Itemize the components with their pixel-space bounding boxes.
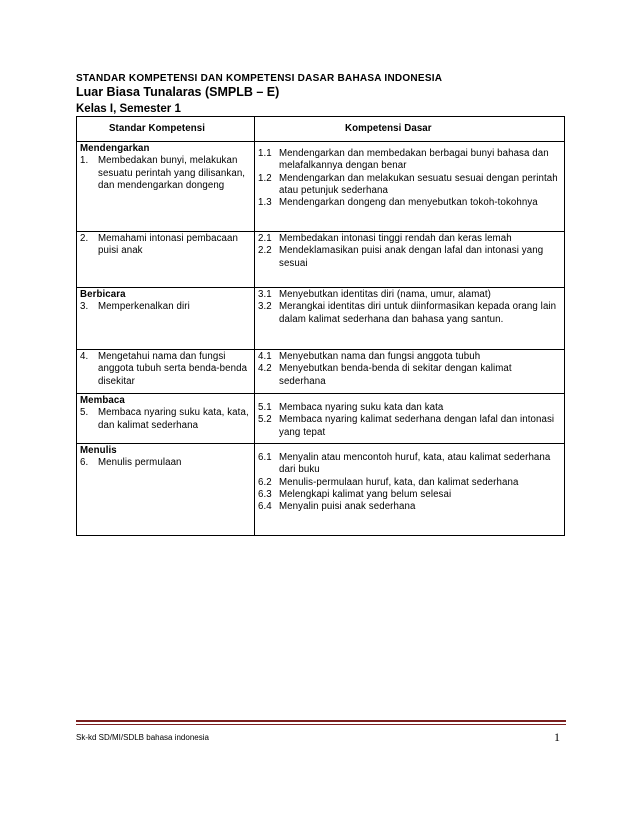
kd-item: 1.1 Mendengarkan dan membedakan berbagai bunyi bahasa dan melafalkannya dengan benar [258, 148, 549, 172]
document-title: STANDAR KOMPETENSI DAN KOMPETENSI DASAR BAHASA INDONESIA [76, 73, 443, 84]
sk-item: 6. Menulis permulaan [80, 457, 182, 469]
kd-item: 2.2 Mendeklamasikan puisi anak dengan lafal dan intonasi yang sesuai [258, 245, 544, 269]
kd-item: 1.3 Mendengarkan dongeng dan menyebutkan tokoh-tokohnya [258, 197, 538, 209]
kd-item: 6.1 Menyalin atau mencontoh huruf, kata, atau kalimat sederhana dari buku [258, 452, 551, 476]
school-type: Luar Biasa Tunalaras (SMPLB – E) [76, 85, 280, 99]
kd-item: 3.2 Merangkai identitas diri untuk diinformasikan kepada orang lain dalam kalimat sederhana dan bahasa yang santun. [258, 301, 557, 325]
kd-item: 5.2 Membaca nyaring kalimat sederhana dengan lafal dan intonasi yang tepat [258, 414, 555, 438]
sk-item: 1. Membedakan bunyi, melakukan sesuatu perintah yang dilisankan, dan mendengarkan dongeng [80, 155, 246, 191]
kd-item: 2.1 Membedakan intonasi tinggi rendah dan keras lemah [258, 233, 512, 244]
class-semester: Kelas I, Semester 1 [76, 103, 181, 115]
kd-cell [255, 288, 565, 350]
header-standar-kompetensi: Standar Kompetensi [77, 117, 255, 142]
sk-item: 2. Memahami intonasi pembacaan puisi anak [80, 233, 239, 257]
kd-item: 6.4 Menyalin puisi anak sederhana [258, 501, 416, 513]
kd-item: 6.3 Melengkapi kalimat yang belum selesai [258, 488, 452, 500]
kd-cell [255, 232, 565, 288]
page-heading [76, 72, 566, 116]
kd-item: 3.1 Menyebutkan identitas diri (nama, umur, alamat) [258, 289, 492, 300]
footer-rule-thin [76, 724, 566, 725]
section-label: Menulis [80, 445, 117, 456]
section-label: Mendengarkan [80, 143, 150, 154]
kd-item: 4.2 Menyebutkan benda-benda di sekitar dengan kalimat sederhana [258, 363, 512, 387]
kd-item: 1.2 Mendengarkan dan melakukan sesuatu sesuai dengan perintah atau petunjuk sederhana [258, 172, 558, 196]
sk-item: 4. Mengetahui nama dan fungsi anggota tubuh serta benda-benda disekitar [80, 351, 248, 387]
sk-cell [77, 444, 255, 536]
sk-cell [77, 232, 255, 288]
kd-cell [255, 444, 565, 536]
footer-rule [76, 720, 566, 722]
table-header-row [77, 117, 565, 142]
kd-cell [255, 142, 565, 232]
kd-item: 5.1 Membaca nyaring suku kata dan kata [258, 402, 444, 413]
kd-item: 6.2 Menulis-permulaan huruf, kata, dan kalimat sederhana [258, 476, 519, 488]
sk-cell [77, 288, 255, 350]
table-row [77, 232, 565, 288]
sk-cell [77, 394, 255, 444]
competency-table [76, 116, 565, 536]
section-label: Berbicara [80, 289, 126, 300]
table-row [77, 350, 565, 394]
table-row [77, 444, 565, 536]
sk-item: 5. Membaca nyaring suku kata, kata, dan kalimat sederhana [80, 407, 249, 431]
sk-item: 3. Memperkenalkan diri [80, 301, 190, 313]
table-row [77, 394, 565, 444]
sk-cell [77, 350, 255, 394]
page-number: 1 [554, 730, 560, 744]
section-label: Membaca [80, 395, 125, 406]
kd-cell [255, 350, 565, 394]
table-row [77, 142, 565, 232]
kd-item: 4.1 Menyebutkan nama dan fungsi anggota tubuh [258, 351, 481, 362]
sk-cell [77, 142, 255, 232]
table-row [77, 288, 565, 350]
header-kompetensi-dasar: Kompetensi Dasar [255, 117, 565, 142]
kd-cell [255, 394, 565, 444]
footer-document-name: Sk-kd SD/MI/SDLB bahasa indonesia [76, 733, 209, 742]
